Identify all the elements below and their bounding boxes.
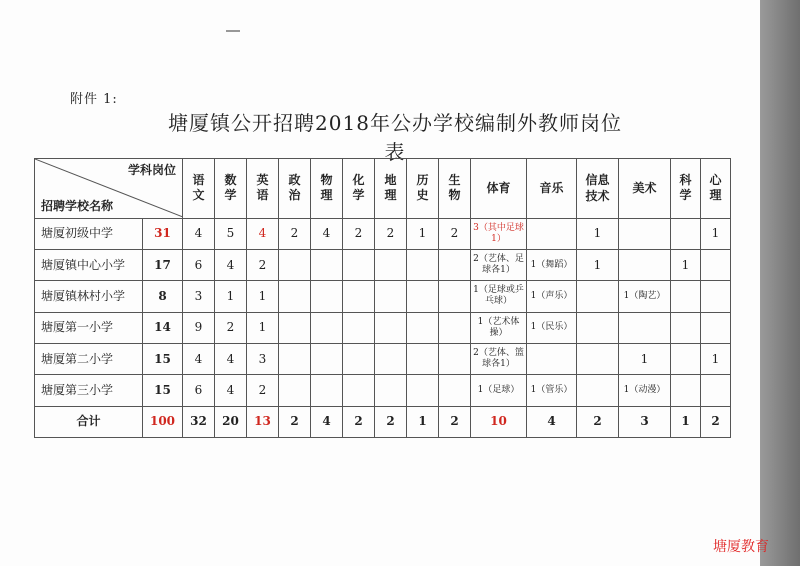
total-cell: 4 xyxy=(311,406,343,437)
watermark: 塘厦教育 xyxy=(713,539,769,555)
table-cell: 4 xyxy=(311,218,343,249)
table-cell xyxy=(671,281,701,312)
table-cell xyxy=(701,312,731,343)
table-cell xyxy=(343,343,375,374)
table-cell xyxy=(311,249,343,280)
table-cell xyxy=(375,281,407,312)
subject-header-geography: 地理 xyxy=(375,159,407,219)
table-cell: 3 xyxy=(247,343,279,374)
table-cell xyxy=(671,343,701,374)
table-cell xyxy=(407,249,439,280)
table-cell: 1（艺术体操） xyxy=(471,312,527,343)
subject-header-physics: 物理 xyxy=(311,159,343,219)
table-cell: 1（足球） xyxy=(471,375,527,406)
attachment-label: 附件 1: xyxy=(70,92,118,107)
totals-row xyxy=(35,406,731,437)
table-cell: 1 xyxy=(407,218,439,249)
table-cell: 2 xyxy=(247,375,279,406)
subject-header-pe: 体育 xyxy=(471,159,527,219)
table-cell xyxy=(619,249,671,280)
school-name: 塘厦第二小学 xyxy=(35,343,143,374)
total-cell: 2 xyxy=(375,406,407,437)
table-cell xyxy=(671,312,701,343)
diagonal-header-cell xyxy=(35,159,183,219)
total-cell: 1 xyxy=(671,406,701,437)
subject-header-english: 英语 xyxy=(247,159,279,219)
total-cell: 2 xyxy=(577,406,619,437)
table-cell: 4 xyxy=(215,343,247,374)
table-cell: 1（舞蹈） xyxy=(527,249,577,280)
table-cell xyxy=(343,375,375,406)
school-total: 31 xyxy=(143,218,183,249)
table-cell: 3 xyxy=(183,281,215,312)
table-cell xyxy=(407,343,439,374)
table-cell: 2（艺体、足球各1） xyxy=(471,249,527,280)
total-cell: 4 xyxy=(527,406,577,437)
subject-header-biology: 生物 xyxy=(439,159,471,219)
table-cell: 1 xyxy=(701,343,731,374)
table-cell xyxy=(311,281,343,312)
table-cell xyxy=(671,375,701,406)
table-cell: 2 xyxy=(279,218,311,249)
positions-table xyxy=(34,158,731,438)
table-row xyxy=(35,375,731,406)
table-cell xyxy=(311,343,343,374)
table-cell: 3（其中足球1） xyxy=(471,218,527,249)
table-cell: 9 xyxy=(183,312,215,343)
document-title: 塘厦镇公开招聘2018年公办学校编制外教师岗位表 xyxy=(168,111,622,164)
school-total: 15 xyxy=(143,343,183,374)
table-cell xyxy=(279,375,311,406)
table-cell: 2（艺体、篮球各1） xyxy=(471,343,527,374)
table-cell xyxy=(375,312,407,343)
total-cell: 20 xyxy=(215,406,247,437)
table-cell xyxy=(343,312,375,343)
table-cell xyxy=(311,375,343,406)
subject-header-chinese: 语文 xyxy=(183,159,215,219)
total-cell: 2 xyxy=(279,406,311,437)
table-cell xyxy=(527,218,577,249)
table-cell: 2 xyxy=(375,218,407,249)
table-cell xyxy=(577,343,619,374)
table-cell: 1 xyxy=(577,218,619,249)
table-cell: 4 xyxy=(183,343,215,374)
table-cell xyxy=(407,281,439,312)
table-cell: 4 xyxy=(247,218,279,249)
table-cell: 2 xyxy=(247,249,279,280)
scan-mark xyxy=(226,30,240,36)
table-cell: 1（民乐） xyxy=(527,312,577,343)
table-cell xyxy=(577,375,619,406)
school-name: 塘厦初级中学 xyxy=(35,218,143,249)
table-cell xyxy=(439,281,471,312)
table-cell xyxy=(527,343,577,374)
total-cell: 2 xyxy=(439,406,471,437)
total-cell: 2 xyxy=(701,406,731,437)
table-cell: 4 xyxy=(215,249,247,280)
table-cell xyxy=(375,343,407,374)
table-cell xyxy=(439,375,471,406)
school-name: 塘厦第一小学 xyxy=(35,312,143,343)
table-cell: 1 xyxy=(701,218,731,249)
table-cell xyxy=(671,218,701,249)
subject-header-math: 数学 xyxy=(215,159,247,219)
table-cell xyxy=(343,281,375,312)
table-cell: 2 xyxy=(215,312,247,343)
table-cell: 1 xyxy=(671,249,701,280)
table-row xyxy=(35,343,731,374)
table-cell xyxy=(701,249,731,280)
table-cell xyxy=(439,249,471,280)
subject-header-chemistry: 化学 xyxy=(343,159,375,219)
table-row xyxy=(35,218,731,249)
subject-header-history: 历史 xyxy=(407,159,439,219)
table-cell: 5 xyxy=(215,218,247,249)
table-cell xyxy=(701,281,731,312)
totals-label: 合计 xyxy=(35,406,143,437)
total-cell: 32 xyxy=(183,406,215,437)
grand-total: 100 xyxy=(143,406,183,437)
subject-header-science: 科学 xyxy=(671,159,701,219)
table-cell xyxy=(577,312,619,343)
subject-header-music: 音乐 xyxy=(527,159,577,219)
table-cell xyxy=(439,312,471,343)
table-cell xyxy=(439,343,471,374)
table-cell xyxy=(375,375,407,406)
table-cell xyxy=(279,249,311,280)
total-cell: 2 xyxy=(343,406,375,437)
table-cell: 6 xyxy=(183,249,215,280)
scan-edge-shadow xyxy=(760,0,800,566)
table-cell: 1 xyxy=(577,249,619,280)
table-cell xyxy=(375,249,407,280)
table-cell xyxy=(701,375,731,406)
school-name: 塘厦镇林村小学 xyxy=(35,281,143,312)
header-row xyxy=(35,159,731,219)
subject-header-politics: 政治 xyxy=(279,159,311,219)
table-row xyxy=(35,249,731,280)
table-cell xyxy=(577,281,619,312)
table-cell xyxy=(279,312,311,343)
table-cell: 1 xyxy=(215,281,247,312)
table-cell xyxy=(311,312,343,343)
table-cell: 4 xyxy=(215,375,247,406)
total-cell: 1 xyxy=(407,406,439,437)
table-row xyxy=(35,281,731,312)
table-cell xyxy=(619,218,671,249)
school-name: 塘厦第三小学 xyxy=(35,375,143,406)
school-axis-label: 招聘学校名称 xyxy=(41,198,114,213)
subject-axis-label: 学科岗位 xyxy=(127,163,176,177)
table-cell: 1（动漫） xyxy=(619,375,671,406)
school-total: 14 xyxy=(143,312,183,343)
total-cell: 10 xyxy=(471,406,527,437)
school-total: 8 xyxy=(143,281,183,312)
table-cell xyxy=(279,281,311,312)
subject-header-it: 信息技术 xyxy=(577,159,619,219)
table-cell: 1 xyxy=(247,312,279,343)
table-cell: 1（管乐） xyxy=(527,375,577,406)
table-cell: 1（声乐） xyxy=(527,281,577,312)
table-cell: 2 xyxy=(343,218,375,249)
table-row xyxy=(35,312,731,343)
table-cell: 1（足球或乒乓球） xyxy=(471,281,527,312)
school-total: 17 xyxy=(143,249,183,280)
school-total: 15 xyxy=(143,375,183,406)
total-cell: 3 xyxy=(619,406,671,437)
table-cell: 1 xyxy=(247,281,279,312)
table-cell: 6 xyxy=(183,375,215,406)
table-cell xyxy=(407,375,439,406)
table-cell: 2 xyxy=(439,218,471,249)
table-cell xyxy=(343,249,375,280)
subject-header-art: 美术 xyxy=(619,159,671,219)
total-cell: 13 xyxy=(247,406,279,437)
table-cell xyxy=(619,312,671,343)
table-cell xyxy=(279,343,311,374)
subject-header-psychology: 心理 xyxy=(701,159,731,219)
school-name: 塘厦镇中心小学 xyxy=(35,249,143,280)
table-cell: 4 xyxy=(183,218,215,249)
table-cell: 1（陶艺） xyxy=(619,281,671,312)
table-cell: 1 xyxy=(619,343,671,374)
table-cell xyxy=(407,312,439,343)
